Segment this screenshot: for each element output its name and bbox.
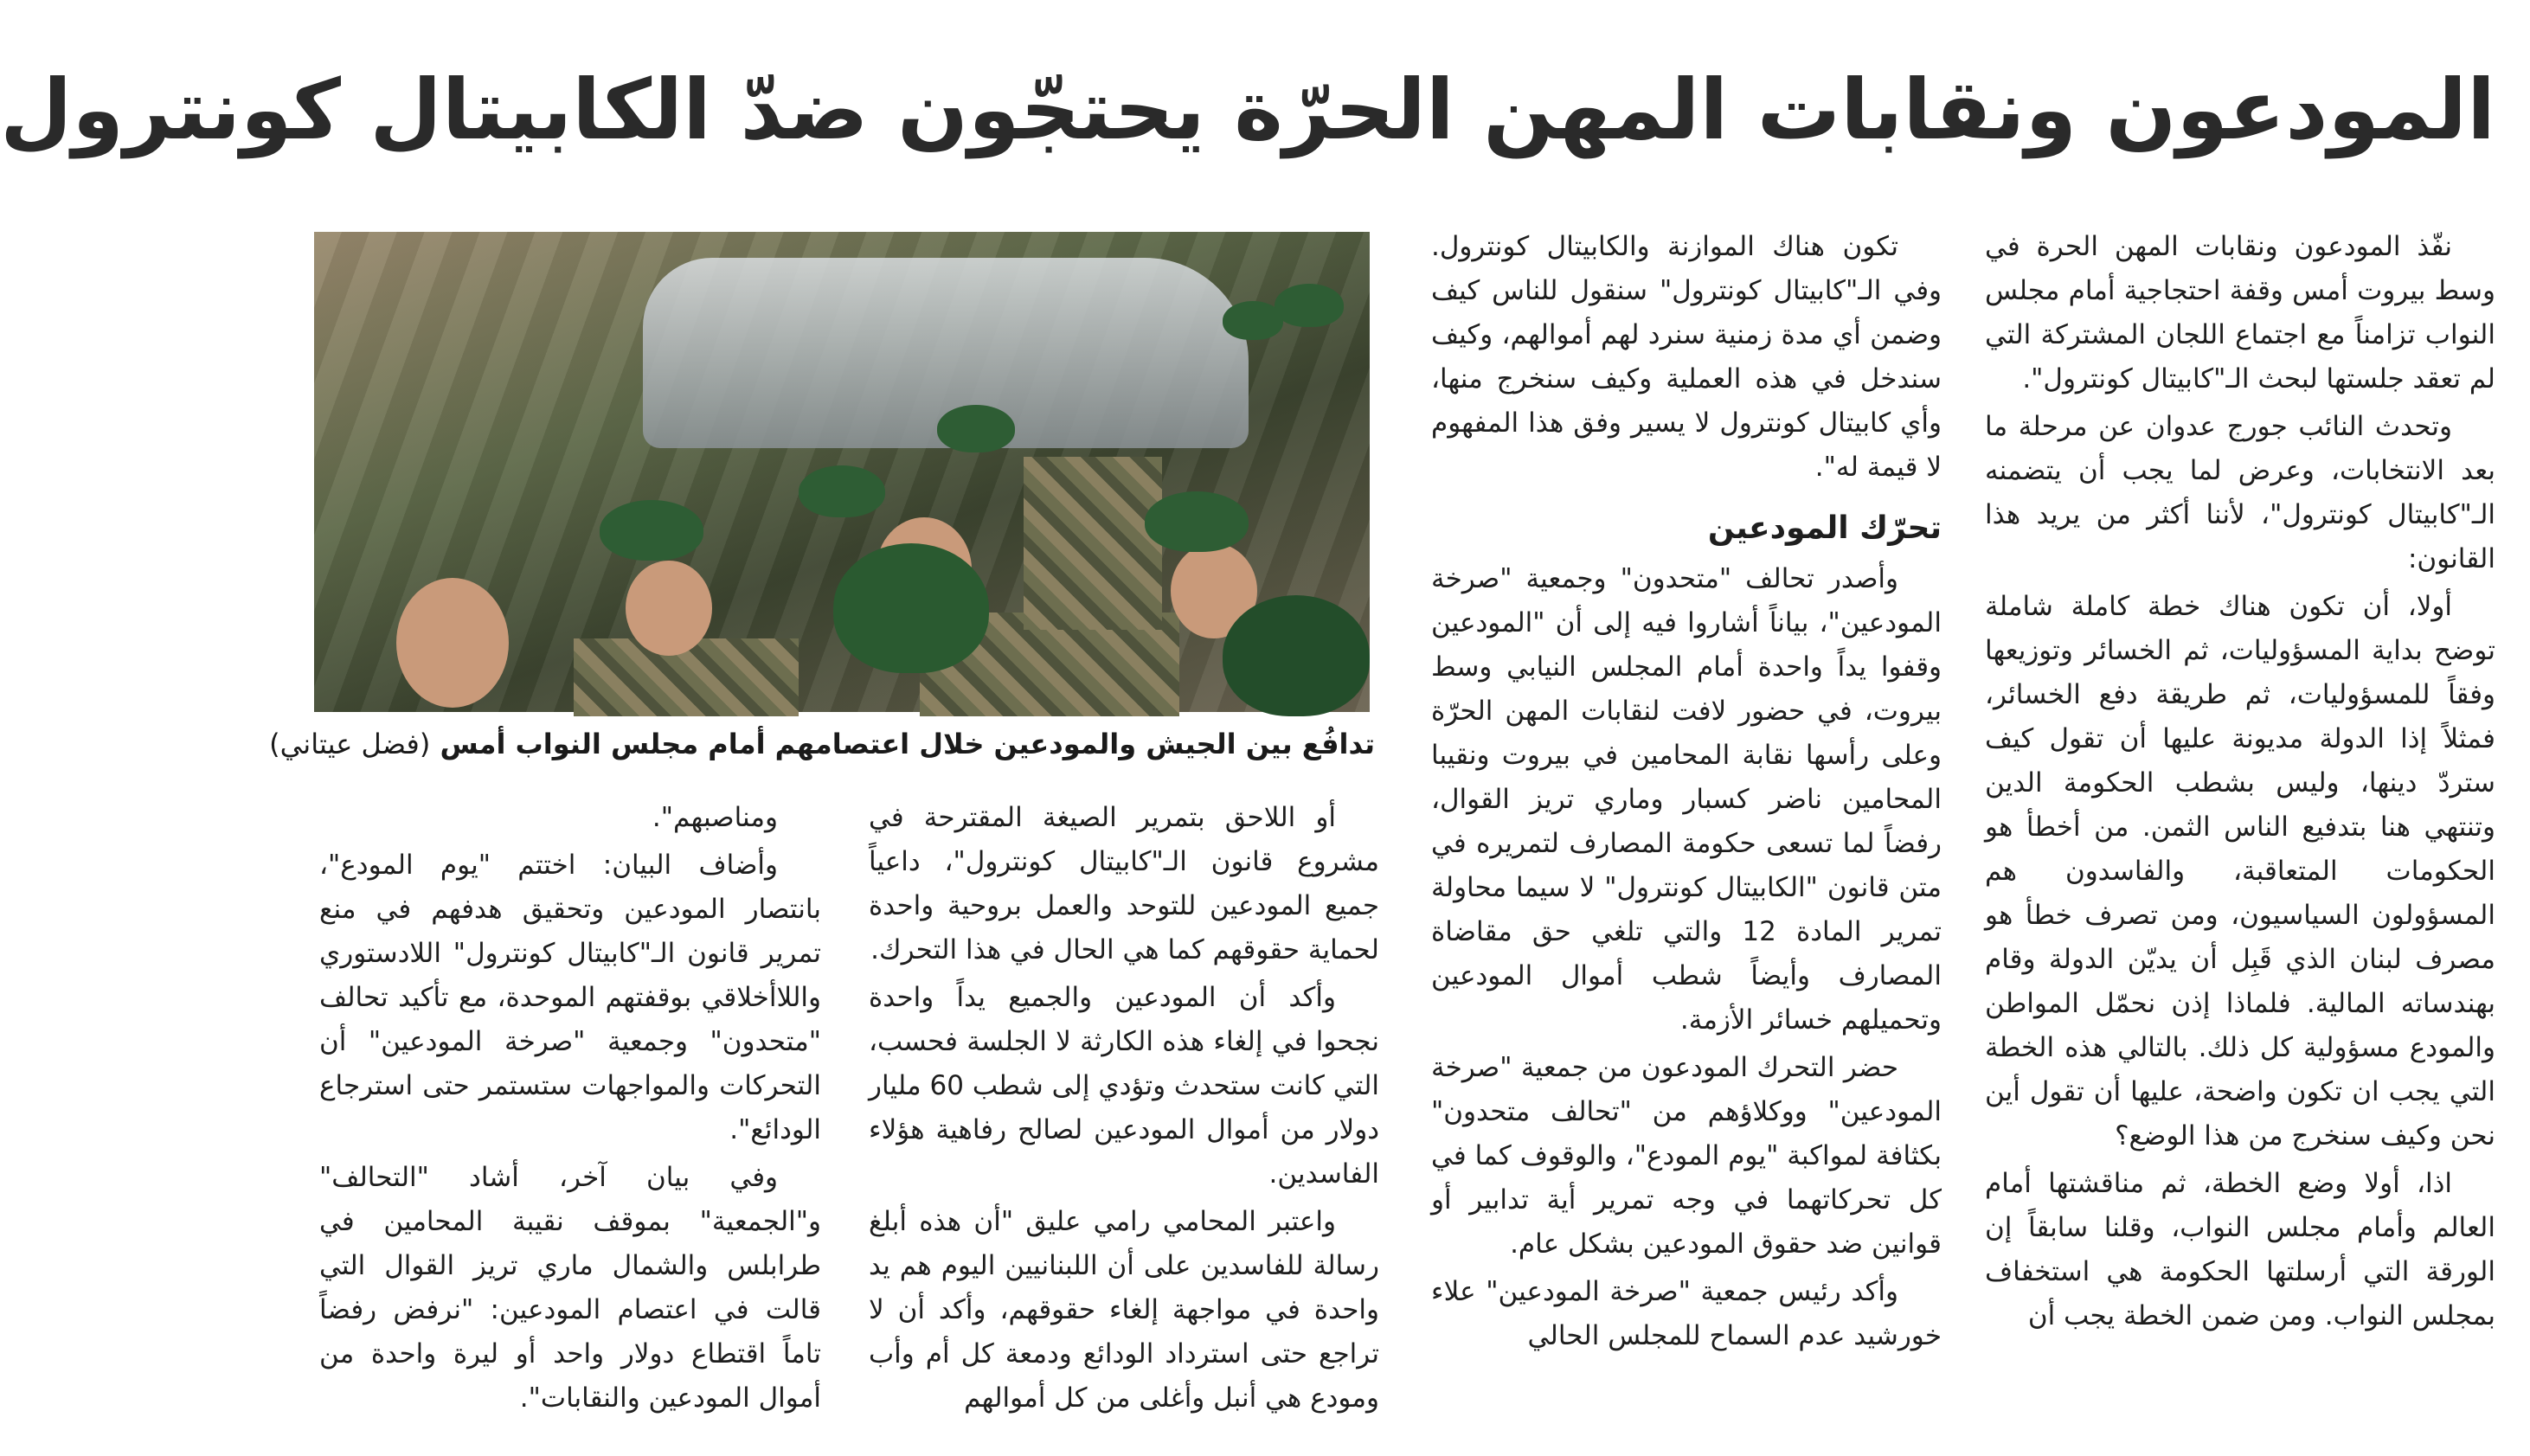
paragraph: وأضاف البيان: اختتم "يوم المودع"، بانتصار المودعين وتحقيق هدفهم في منع تمرير قانون الـ"كابيتال كونترول" اللادستوري واللاأخلاقي بوقفتهم الموحدة، مع تأكيد تحالف "متحدون" وجمعية "صرخة المودعين" أن التحركات والمواجهات ستستمر حتى استرجاع الودائع". [319,850,821,1145]
photo-beret [833,543,989,673]
article-column-1 [1985,225,2495,1427]
paragraph: وأصدر تحالف "متحدون" وجمعية "صرخة المودعين"، بياناً أشاروا فيه إلى أن "المودعين وقفوا يداً واحدة أمام المجلس النيابي وسط بيروت، في حضور لافت لنقابات المهن الحرّة وعلى رأسها نقابة المحامين في بيروت ونقيبا المحامين ناضر كسبار وماري تريز القوال، رفضاً لما تسعى حكومة المصارف لتمريره في متن قانون "الكابيتال كونترول" لا سيما محاولة تمرير المادة 12 والتي تلغي حق مقاضاة المصارف وأيضاً شطب أموال المودعين وتحميلهم خسائر الأزمة. [1431,563,1942,1036]
photo-beret [1145,491,1249,552]
article-column-4 [319,796,821,1436]
paragraph: أولا، أن تكون هناك خطة كاملة شاملة توضح بداية المسؤوليات، ثم الخسائر وتوزيعها وفقاً للمسؤوليات، ثم طريقة دفع الخسائر، فمثلاً إذا الدولة مديونة عليها أن تقول كيف ستردّ دينها، وليس بشطب الحكومة الدين وتنتهي هنا بتدفيع الناس الثمن. من أخطأ هو الحكومات المتعاقبة، والفاسدون هم المسؤولون السياسيون، ومن تصرف خطأ هو مصرف لبنان الذي قَبِل أن يديّن الدولة وقام بهندساته المالية. فلماذا إذن نحمّل المواطن والمودع مسؤولية كل ذلك. بالتالي هذه الخطة التي يجب ان تكون واضحة، عليها أن تقول أين نحن وكيف سنخرج من هذا الوضع؟ [1985,591,2495,1151]
paragraph: حضر التحرك المودعون من جمعية "صرخة المودعين" ووكلاؤهم من "تحالف متحدون" بكثافة لمواكبة "يوم المودع"، والوقوف كما في كل تحركاتهما في وجه تمرير أية تدابير أو قوانين ضد حقوق المودعين بشكل عام. [1431,1052,1942,1260]
photo-beret [799,465,885,517]
paragraph: أو اللاحق بتمرير الصيغة المقترحة في مشروع قانون الـ"كابيتال كونترول"، داعياً جميع المودعين للتوحد والعمل بروحية واحدة لحماية حقوقهم كما هي الحال في هذا التحرك. [869,802,1379,965]
photo-caption [269,718,1375,770]
paragraph: ومناصبهم". [652,802,778,833]
news-photo [314,232,1370,712]
photo-beret [1223,595,1370,716]
paragraph: وتحدث النائب جورج عدوان عن مرحلة ما بعد الانتخابات، وعرض لما يجب أن يتضمنه الـ"كابيتال كونترول"، لأننا أكثر من يريد هذا القانون: [1985,411,2495,574]
paragraph: وفي بيان آخر، أشاد "التحالف" و"الجمعية" بموقف نقيبة المحامين في طرابلس والشمال ماري تريز القوال التي قالت في اعتصام المودعين: "نرفض رفضاً تاماً اقتطاع دولار واحد أو ليرة واحدة من أموال المودعين والنقابات". [319,1162,821,1414]
paragraph: اذا، أولا وضع الخطة، ثم مناقشتها أمام العالم وأمام مجلس النواب، وقلنا سابقاً إن الورقة التي أرسلتها الحكومة هي استخفاف بمجلس النواب. ومن ضمن الخطة يجب أن [1985,1168,2495,1331]
paragraph: نفّذ المودعون ونقابات المهن الحرة في وسط بيروت أمس وقفة احتجاجية أمام مجلس النواب تزامناً مع اجتماع اللجان المشتركة التي لم تعقد جلستها لبحث الـ"كابيتال كونترول". [1985,231,2495,394]
photo-credit: (فضل عيتاني) [269,728,431,760]
headline: المودعون ونقابات المهن الحرّة يحتجّون ضدّ الكابيتال كونترول [0,61,2495,158]
article-column-3 [869,796,1379,1436]
paragraph: واعتبر المحامي رامي عليق "أن هذه أبلغ رسالة للفاسدين على أن اللبنانيين اليوم هم يد واحدة في مواجهة إلغاء حقوقهم، وأكد أن لا تراجع حتى استرداد الودائع ودمعة كل أم وأب ومودع هي أنبل وأغلى من كل أموالهم [869,1206,1379,1414]
photo-beret [600,500,703,561]
photo-person [626,561,712,656]
caption-text: تدافُع بين الجيش والمودعين خلال اعتصامهم أمام مجلس النواب أمس [440,728,1375,760]
paragraph: وأكد رئيس جمعية "صرخة المودعين" علاء خورشيد عدم السماح للمجلس الحالي [1431,1276,1942,1351]
article-column-2 [1431,225,1942,1427]
photo-beret [1275,284,1344,327]
photo-beret [937,405,1015,452]
photo-person [396,578,509,708]
paragraph: تكون هناك الموازنة والكابيتال كونترول. وفي الـ"كابيتال كونترول" سنقول للناس كيف وضمن أي مدة زمنية سنرد لهم أموالهم، وكيف سندخل في هذه العملية وكيف سنخرج منها، وأي كابيتال كونترول لا يسير وفق هذا المفهوم لا قيمة له". [1431,231,1942,483]
photo-soldier-uniform [1024,457,1162,630]
photo-beret [1223,301,1283,340]
paragraph: وأكد أن المودعين والجميع يداً واحدة نجحوا في إلغاء هذه الكارثة لا الجلسة فحسب، التي كانت ستحدث وتؤدي إلى شطب 60 مليار دولار من أموال المودعين لصالح رفاهية هؤلاء الفاسدين. [869,982,1379,1190]
subheading: تحرّك المودعين [1707,510,1942,546]
